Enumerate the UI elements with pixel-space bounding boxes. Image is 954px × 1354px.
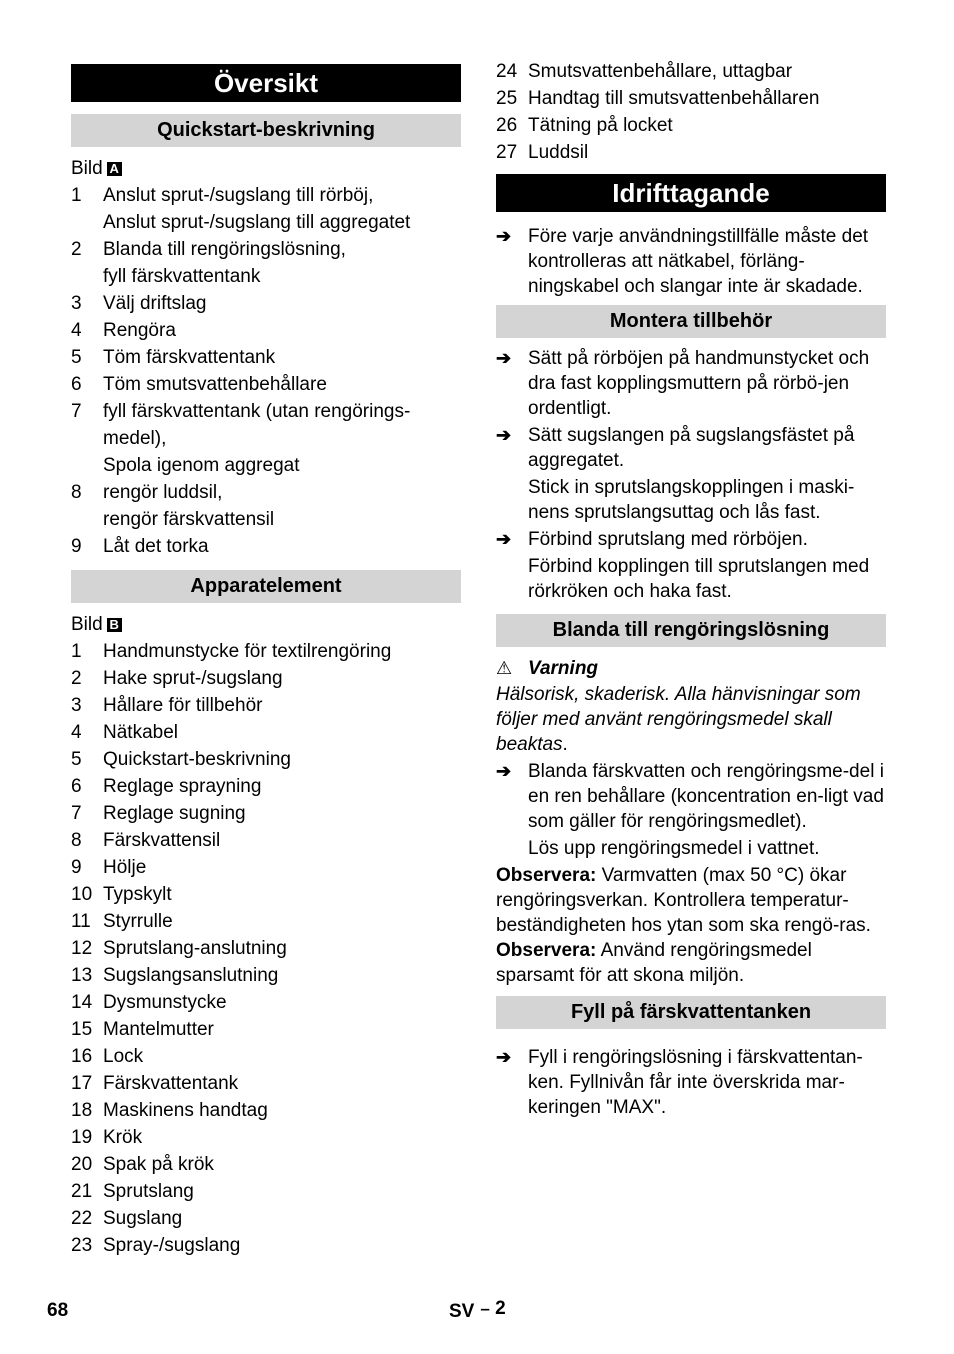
item-number: 9 <box>71 857 82 878</box>
list-item-continuation <box>71 209 461 236</box>
item-number: 3 <box>71 695 82 716</box>
left-column <box>71 58 461 1259</box>
warning-text <box>496 682 886 757</box>
list-item <box>71 1124 461 1151</box>
list-item <box>71 1151 461 1178</box>
footer-dash: – <box>480 1299 490 1318</box>
item-text: Hållare för tillbehör <box>103 695 263 716</box>
item-number: 9 <box>71 536 82 557</box>
item-text: Nätkabel <box>103 722 178 743</box>
heading-montera: Montera tillbehör <box>496 305 886 338</box>
item-text: Låt det torka <box>103 536 209 557</box>
list-item <box>71 800 461 827</box>
item-number: 2 <box>71 668 82 689</box>
item-text: fyll färskvattentank (utan rengörings-medel), <box>103 401 411 449</box>
list-item <box>496 58 886 85</box>
note-paragraph <box>496 863 886 938</box>
item-text: Reglage sprayning <box>103 776 262 797</box>
list-item-continuation <box>71 263 461 290</box>
item-text: Blanda till rengöringslösning, <box>103 239 346 260</box>
warning-text-end: . <box>562 734 568 755</box>
apparat-list-continued <box>496 58 886 166</box>
right-column <box>496 58 886 1122</box>
bullet-item <box>496 527 886 552</box>
list-item <box>71 317 461 344</box>
note-label: Observera: <box>496 865 597 886</box>
bullet-item <box>496 759 886 834</box>
item-number: 17 <box>71 1073 93 1094</box>
footer-section: 2 <box>495 1298 506 1319</box>
item-text: Anslut sprut-/sugslang till rörböj, <box>103 185 374 206</box>
item-number: 22 <box>71 1208 93 1229</box>
item-number: 21 <box>71 1181 93 1202</box>
list-item <box>71 908 461 935</box>
item-text: Anslut sprut-/sugslang till aggregatet <box>103 212 411 233</box>
item-number: 1 <box>71 185 82 206</box>
heading-blanda: Blanda till rengöringslösning <box>496 614 886 647</box>
item-text: Töm smutsvattenbehållare <box>103 374 327 395</box>
item-number: 4 <box>71 320 82 341</box>
item-text: Hölje <box>103 857 147 878</box>
item-number: 14 <box>71 992 93 1013</box>
apparat-list <box>71 638 461 1259</box>
item-text: Välj driftslag <box>103 293 207 314</box>
list-item <box>71 1178 461 1205</box>
indented-paragraph: Stick in sprutslangskopplingen i maski-nens sprutslangsuttag och lås fast. <box>528 477 855 523</box>
section-title-idrifttagande: Idrifttagande <box>496 174 886 212</box>
item-number: 4 <box>71 722 82 743</box>
section-title-oversikt: Översikt <box>71 64 461 102</box>
list-item <box>71 1097 461 1124</box>
indented-paragraph: Lös upp rengöringsmedel i vattnet. <box>528 838 820 859</box>
list-item <box>71 371 461 398</box>
list-item <box>71 773 461 800</box>
item-number: 15 <box>71 1019 93 1040</box>
heading-apparatelement: Apparatelement <box>71 570 461 603</box>
item-number: 24 <box>496 61 518 82</box>
item-text: Lock <box>103 1046 144 1067</box>
bullet-text: Sätt sugslangen på sugslangsfästet på aggregatet. <box>528 425 855 471</box>
item-text: Smutsvattenbehållare, uttagbar <box>528 61 793 82</box>
item-text: Färskvattensil <box>103 830 221 851</box>
item-number: 23 <box>71 1235 93 1256</box>
item-text: Sprutslang-anslutning <box>103 938 287 959</box>
bullet-text: Blanda färskvatten och rengöringsme-del i en ren behållare (koncentration en-ligt vad som gäller för rengöringsmedlet). <box>528 761 884 832</box>
list-item <box>71 638 461 665</box>
list-item-continuation <box>71 452 461 479</box>
item-number: 1 <box>71 641 82 662</box>
item-text: Luddsil <box>528 142 589 163</box>
list-item <box>71 881 461 908</box>
bullet-text: Före varje användningstillfälle måste det kontrolleras att nätkabel, förläng-ningskabel och slangar inte är skadade. <box>528 226 869 297</box>
item-text: Hake sprut-/sugslang <box>103 668 283 689</box>
list-item <box>71 344 461 371</box>
item-text: Rengöra <box>103 320 176 341</box>
item-text: Sugslangsanslutning <box>103 965 279 986</box>
arrow-right-icon: ➔ <box>496 1047 512 1067</box>
item-number: 13 <box>71 965 93 986</box>
arrow-right-icon: ➔ <box>496 348 512 368</box>
arrow-right-icon: ➔ <box>496 425 512 445</box>
list-item <box>496 85 886 112</box>
list-item <box>71 827 461 854</box>
item-number: 20 <box>71 1154 93 1175</box>
list-item <box>71 479 461 506</box>
item-number: 7 <box>71 401 82 422</box>
list-item <box>71 854 461 881</box>
warning-triangle-icon: ⚠ <box>496 658 513 678</box>
list-item <box>71 719 461 746</box>
arrow-right-icon: ➔ <box>496 761 512 781</box>
page-number: 68 <box>47 1300 69 1321</box>
list-item <box>71 1016 461 1043</box>
list-item <box>71 1232 461 1259</box>
list-item <box>71 290 461 317</box>
warning-text-body: Hälsorisk, skaderisk. Alla hänvisningar som följer med använt rengöringsmedel skall beaktas <box>496 684 861 755</box>
bullet-text: Sätt på rörböjen på handmunstycket och dra fast kopplingsmuttern på rörbö-jen ordentligt. <box>528 348 870 419</box>
item-number: 5 <box>71 749 82 770</box>
item-text: rengör färskvattensil <box>103 509 275 530</box>
note-label: Observera: <box>496 940 597 961</box>
item-text: Sugslang <box>103 1208 183 1229</box>
item-text: Tätning på locket <box>528 115 673 136</box>
list-item <box>496 139 886 166</box>
item-text: Spak på krök <box>103 1154 214 1175</box>
list-item <box>71 989 461 1016</box>
list-item <box>71 935 461 962</box>
bullet-item <box>496 346 886 421</box>
item-number: 25 <box>496 88 518 109</box>
figure-ref-a <box>71 155 461 182</box>
item-text: Spola igenom aggregat <box>103 455 300 476</box>
item-text: Typskylt <box>103 884 172 905</box>
arrow-right-icon: ➔ <box>496 529 512 549</box>
item-number: 12 <box>71 938 93 959</box>
item-number: 8 <box>71 482 82 503</box>
list-item <box>71 962 461 989</box>
item-number: 5 <box>71 347 82 368</box>
item-number: 7 <box>71 803 82 824</box>
item-number: 11 <box>71 911 91 932</box>
figure-letter-badge: A <box>107 162 122 176</box>
note-text: Använd rengöringsmedel sparsamt för att skona miljön. <box>496 940 812 986</box>
list-item <box>71 1070 461 1097</box>
list-item <box>71 665 461 692</box>
list-item <box>71 182 461 209</box>
item-text: fyll färskvattentank <box>103 266 261 287</box>
figure-ref-b <box>71 611 461 638</box>
item-text: Töm färskvattentank <box>103 347 276 368</box>
warning-heading <box>496 655 886 682</box>
item-text: rengör luddsil, <box>103 482 223 503</box>
bild-label: Bild <box>71 614 103 635</box>
item-text: Färskvattentank <box>103 1073 239 1094</box>
item-text: Reglage sugning <box>103 803 246 824</box>
item-text: Quickstart-beskrivning <box>103 749 291 770</box>
item-text: Mantelmutter <box>103 1019 214 1040</box>
item-number: 6 <box>71 374 82 395</box>
item-number: 16 <box>71 1046 93 1067</box>
item-number: 2 <box>71 239 82 260</box>
footer-lang: SV <box>449 1301 475 1322</box>
note-text: Varmvatten (max 50 °C) ökar rengöringsverkan. Kontrollera temperatur-beständigheten hos ytan som ska rengö-ras. <box>496 865 871 936</box>
item-number: 26 <box>496 115 518 136</box>
item-text: Dysmunstycke <box>103 992 227 1013</box>
bullet-text: Fyll i rengöringslösning i färskvattentan-ken. Fyllnivån får inte överskrida mar-keringen "MAX". <box>528 1047 863 1118</box>
item-text: Styrrulle <box>103 911 173 932</box>
list-item <box>71 746 461 773</box>
bullet-item <box>496 224 886 299</box>
item-number: 18 <box>71 1100 93 1121</box>
item-number: 27 <box>496 142 518 163</box>
item-text: Handtag till smutsvattenbehållaren <box>528 88 820 109</box>
heading-fyll: Fyll på färskvattentanken <box>496 996 886 1029</box>
figure-letter-badge: B <box>107 618 122 632</box>
item-text: Maskinens handtag <box>103 1100 268 1121</box>
item-number: 3 <box>71 293 82 314</box>
item-text: Krök <box>103 1127 143 1148</box>
arrow-right-icon: ➔ <box>496 226 512 246</box>
note-paragraph <box>496 938 886 988</box>
bild-label: Bild <box>71 158 103 179</box>
item-number: 10 <box>71 884 93 905</box>
item-text: Handmunstycke för textilrengöring <box>103 641 392 662</box>
indented-paragraph: Förbind kopplingen till sprutslangen med rörkröken och haka fast. <box>528 556 870 602</box>
item-text: Spray-/sugslang <box>103 1235 241 1256</box>
list-item <box>71 692 461 719</box>
list-item <box>71 533 461 560</box>
item-text: Sprutslang <box>103 1181 194 1202</box>
item-number: 6 <box>71 776 82 797</box>
list-item <box>71 1205 461 1232</box>
footer-section-ref <box>449 1295 506 1325</box>
bullet-text: Förbind sprutslang med rörböjen. <box>528 529 808 550</box>
item-number: 19 <box>71 1127 93 1148</box>
list-item <box>71 398 461 452</box>
list-item <box>71 1043 461 1070</box>
item-number: 8 <box>71 830 82 851</box>
bullet-item <box>496 423 886 473</box>
quickstart-list <box>71 182 461 560</box>
list-item <box>496 112 886 139</box>
list-item <box>71 236 461 263</box>
heading-quickstart: Quickstart-beskrivning <box>71 114 461 147</box>
warning-title: Varning <box>528 658 599 679</box>
bullet-item <box>496 1045 886 1120</box>
list-item-continuation <box>71 506 461 533</box>
